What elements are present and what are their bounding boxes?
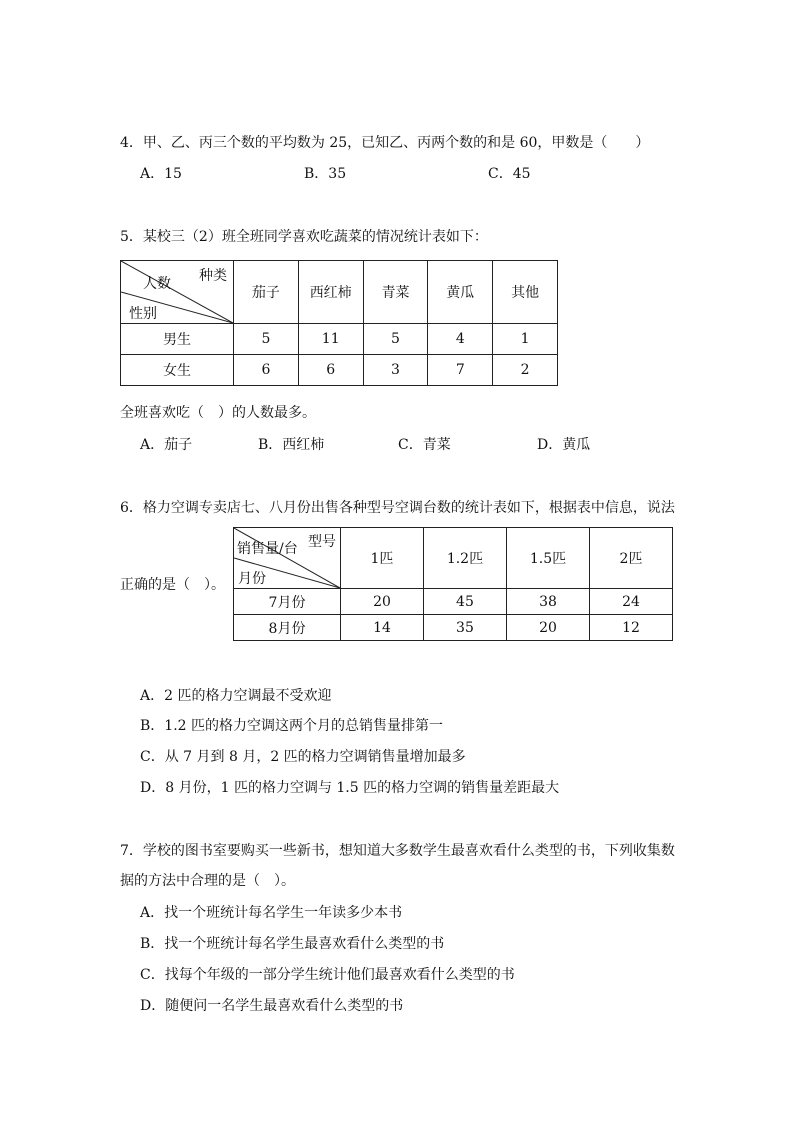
q5-option-d[interactable]: D．黄瓜 [537,437,591,453]
q6-stem: 6．格力空调专卖店七、八月份出售各种型号空调台数的统计表如下，根据表中信息，说法 [120,500,675,516]
q6-cell: 20 [506,615,589,641]
q5-corner-count: 人数 [143,276,171,292]
q6-option-a[interactable]: A．2 匹的格力空调最不受欢迎 [140,688,332,704]
q5-col-header: 黄瓜 [428,261,493,324]
q5-cell: 7 [428,355,493,386]
q5-stem: 5．某校三（2）班全班同学喜欢吃蔬菜的情况统计表如下： [120,229,488,245]
q4-stem: 4．甲、乙、丙三个数的平均数为 25，已知乙、丙两个数的和是 60，甲数是（ ） [120,135,650,151]
q7-option-a[interactable]: A．找一个班统计每名学生一年读多少本书 [140,905,403,921]
q7-stem-continued: 据的方法中合理的是（ ）。 [120,873,295,889]
q5-cell: 5 [234,324,299,355]
table-row [121,324,558,355]
q7-stem: 7．学校的图书室要购买一些新书，想知道大多数学生最喜欢看什么类型的书，下列收集数 [120,843,675,859]
table-row [234,589,673,615]
q6-corner-sales: 销售量/台 [237,541,298,557]
q5-cell: 6 [234,355,299,386]
q6-row-label: 8月份 [234,615,341,641]
q6-corner-month: 月份 [238,571,266,587]
q6-cell: 45 [423,589,506,615]
table-row [234,615,673,641]
q5-table [120,260,558,386]
q5-cell: 4 [428,324,493,355]
q5-cell: 2 [493,355,558,386]
q6-col-header: 1.2匹 [423,528,506,589]
q4-option-b[interactable]: B．35 [304,166,347,182]
table-row [121,355,558,386]
q5-col-header: 西红柿 [298,261,363,324]
q5-corner-category: 种类 [199,268,227,284]
q5-row-label: 男生 [121,324,234,355]
q6-col-header: 2匹 [590,528,673,589]
q6-col-header: 1匹 [341,528,424,589]
q5-col-header: 其他 [493,261,558,324]
q6-option-d[interactable]: D．8 月份，1 匹的格力空调与 1.5 匹的格力空调的销售量差距最大 [140,780,560,796]
q5-cell: 5 [363,324,428,355]
q6-corner-model: 型号 [308,534,336,550]
q6-table [233,527,673,641]
q6-cell: 14 [341,615,424,641]
q5-cell: 3 [363,355,428,386]
q5-col-header: 青菜 [363,261,428,324]
q6-cell: 35 [423,615,506,641]
q6-cell: 24 [590,589,673,615]
q5-cell: 11 [298,324,363,355]
q6-cell: 20 [341,589,424,615]
q5-option-a[interactable]: A．茄子 [140,437,193,453]
q5-table-corner [121,261,234,324]
q6-option-c[interactable]: C．从 7 月到 8 月，2 匹的格力空调销售量增加最多 [140,749,466,765]
q6-row-label: 7月份 [234,589,341,615]
q5-option-c[interactable]: C．青菜 [398,437,451,453]
q5-option-b[interactable]: B．西红柿 [258,437,325,453]
q6-cell: 38 [506,589,589,615]
q5-question: 全班喜欢吃（ ）的人数最多。 [120,405,316,421]
q6-option-b[interactable]: B．1.2 匹的格力空调这两个月的总销售量排第一 [140,718,444,734]
q6-table-corner [234,528,341,589]
q5-row-label: 女生 [121,355,234,386]
q4-option-c[interactable]: C．45 [488,166,531,182]
q4-option-a[interactable]: A．15 [140,166,182,182]
q7-option-b[interactable]: B．找一个班统计每名学生最喜欢看什么类型的书 [140,936,445,952]
q5-col-header: 茄子 [234,261,299,324]
q5-cell: 6 [298,355,363,386]
q5-cell: 1 [493,324,558,355]
q7-option-c[interactable]: C．找每个年级的一部分学生统计他们最喜欢看什么类型的书 [140,967,515,983]
q6-col-header: 1.5匹 [506,528,589,589]
q7-option-d[interactable]: D．随便问一名学生最喜欢看什么类型的书 [140,998,404,1014]
q5-corner-gender: 性别 [129,306,157,322]
q6-cell: 12 [590,615,673,641]
q6-stem-continued: 正确的是（ ）。 [120,577,225,593]
